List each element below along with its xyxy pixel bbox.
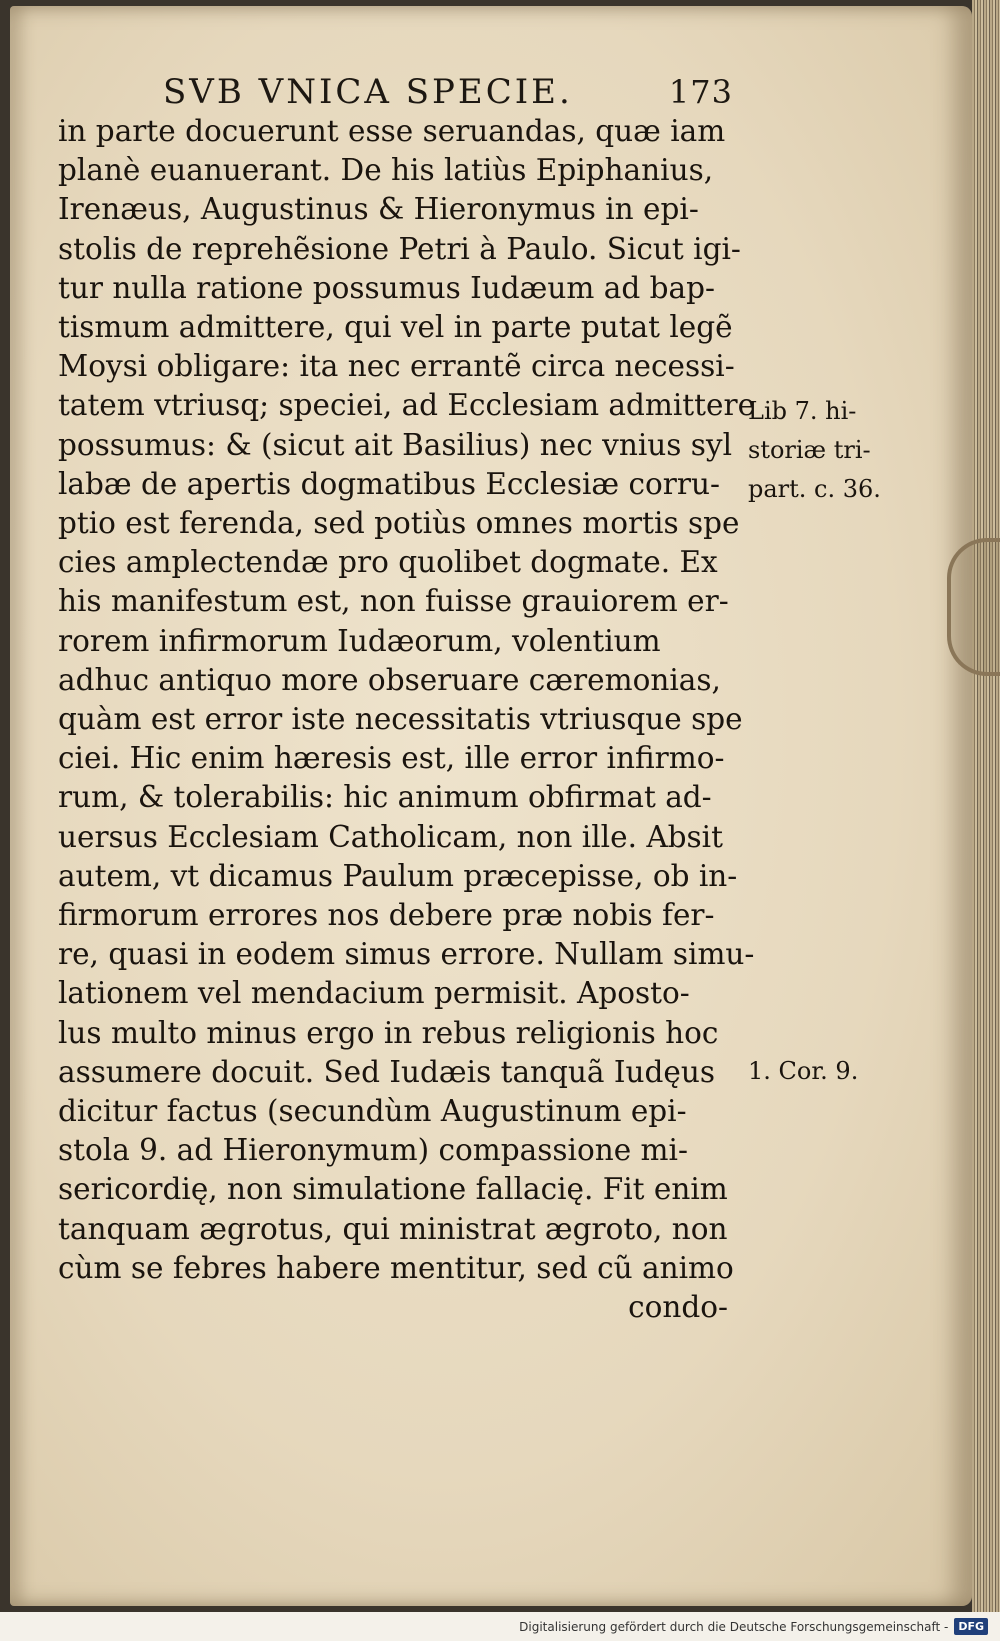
page-edges	[972, 0, 1000, 1612]
text-line: lationem vel mendacium permisit. Aposto-	[58, 976, 690, 1011]
marginal-note-line: storiæ tri-	[748, 436, 871, 464]
text-line: tur nulla ratione possumus Iudæum ad bap-	[58, 270, 715, 305]
text-line: adhuc antiquo more obseruare cæremonias,	[58, 662, 721, 697]
text-line: firmorum errores nos debere præ nobis fer-	[58, 898, 715, 933]
text-line: stolis de reprehẽsione Petri à Paulo. Sicut igi-	[58, 231, 741, 266]
body-text	[58, 112, 756, 1327]
page-header	[163, 72, 733, 112]
text-line: quàm est error iste necessitatis vtriusque spe	[58, 702, 743, 737]
text-line: stola 9. ad Hieronymum) compassione mi-	[58, 1133, 688, 1168]
book-clasp	[947, 538, 1000, 676]
text-line: cùm se febres habere mentitur, sed cũ animo	[58, 1250, 734, 1285]
marginal-note-historia	[748, 392, 908, 509]
text-line: rorem infirmorum Iudæorum, volentium	[58, 623, 661, 658]
text-line: ciei. Hic enim hæresis est, ille error infirmo-	[58, 741, 725, 776]
text-line: cies amplectendæ pro quolibet dogmate. Ex	[58, 545, 718, 580]
text-line: in parte docuerunt esse seruandas, quæ iam	[58, 114, 726, 148]
text-line: Moysi obligare: ita nec errantẽ circa necessi-	[58, 349, 735, 384]
catchword: condo-	[628, 1290, 728, 1325]
footer-bar	[0, 1612, 1000, 1641]
page-number: 173	[668, 73, 733, 111]
text-line: dicitur factus (secundùm Augustinum epi-	[58, 1094, 687, 1129]
text-line: tatem vtriusq; speciei, ad Ecclesiam admittere	[58, 388, 756, 423]
text-line: autem, vt dicamus Paulum præcepisse, ob in-	[58, 858, 738, 893]
text-line: Irenæus, Augustinus & Hieronymus in epi-	[58, 192, 699, 227]
marginal-note-line: 1. Cor. 9.	[748, 1057, 859, 1085]
text-line: uersus Ecclesiam Catholicam, non ille. Absit	[58, 819, 723, 854]
text-line: assumere docuit. Sed Iudæis tanquã Iudęus	[58, 1054, 716, 1089]
text-line: ptio est ferenda, sed potiùs omnes mortis spe	[58, 506, 740, 541]
running-title: SVB VNICA SPECIE.	[163, 72, 573, 112]
text-line: rum, & tolerabilis: hic animum obfirmat ad-	[58, 780, 712, 815]
marginal-note-corinthians	[748, 1052, 908, 1091]
text-line: re, quasi in eodem simus errore. Nullam simu-	[58, 937, 755, 972]
marginal-note-line: Lib 7. hi-	[748, 397, 857, 425]
marginal-note-line: part. c. 36.	[748, 475, 881, 503]
text-line: tanquam ægrotus, qui ministrat ægroto, non	[58, 1211, 728, 1246]
dfg-logo: DFG	[954, 1618, 988, 1635]
text-line: his manifestum est, non fuisse grauiorem er-	[58, 584, 729, 619]
marginalia	[748, 392, 908, 1091]
footer-credit: Digitalisierung gefördert durch die Deutsche Forschungsgemeinschaft -	[519, 1619, 949, 1634]
text-line: sericordię, non simulatione fallacię. Fit enim	[58, 1172, 728, 1207]
text-line: labæ de apertis dogmatibus Ecclesiæ corru-	[58, 466, 720, 501]
text-line: planè euanuerant. De his latiùs Epiphanius,	[58, 153, 714, 188]
text-line: possumus: & (sicut ait Basilius) nec vnius syl	[58, 427, 733, 462]
text-line: tismum admittere, qui vel in parte putat legẽ	[58, 310, 733, 345]
text-line: lus multo minus ergo in rebus religionis hoc	[58, 1015, 719, 1050]
